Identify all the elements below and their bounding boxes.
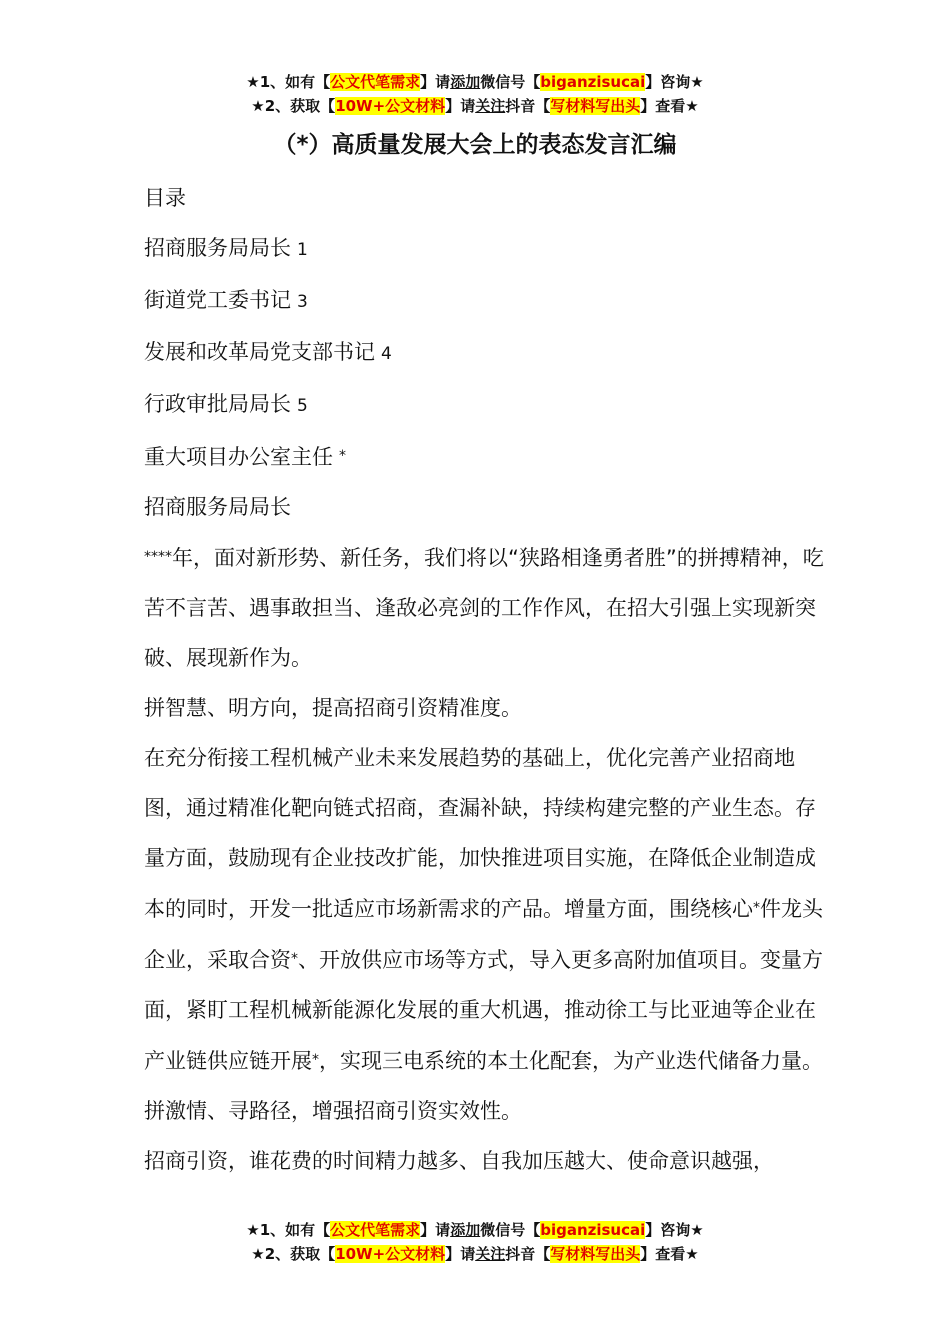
footer-highlight: 公文代笔需求 [330, 1221, 421, 1239]
section-heading: 招商服务局局长 [144, 495, 291, 519]
banner-douyin-id: 写材料写出头 [550, 97, 641, 115]
toc-item-page: 5 [297, 396, 308, 416]
banner-line-1 [0, 70, 950, 94]
redacted-mark: * [312, 1052, 319, 1068]
toc-item [144, 327, 834, 379]
toc-item [144, 431, 834, 482]
toc-item [144, 275, 834, 327]
banner-wechat-id: biganzisucai [540, 73, 646, 91]
toc-item-label: 行政审批局局长 [144, 392, 291, 416]
footer-line-1 [0, 1218, 950, 1242]
redacted-year: **** [144, 549, 172, 565]
footer-wechat-id: biganzisucai [540, 1221, 646, 1239]
banner-text: 抖音【 [505, 97, 551, 115]
footer-banner [0, 1218, 950, 1266]
banner-text: 】请 [445, 97, 476, 115]
toc-heading: 目录 [144, 186, 186, 210]
paragraph-text: 件龙头企业，采取合资 [144, 897, 823, 972]
document-title: （*）高质量发展大会上的表态发言汇编 [273, 132, 677, 158]
toc-item-page: 3 [297, 292, 308, 312]
banner-text: 】请 [420, 73, 451, 91]
paragraph-text: 在充分衔接工程机械产业未来发展趋势的基础上，优化完善产业招商地图，通过精准化靶向链式招商，查漏补缺，持续构建完整的产业生态。存量方面，鼓励现有企业技改扩能，加快推进项目实施，在降低企业制造成本的同时，开发一批适应市场新需求的产品。增量方面，围绕核心 [144, 746, 816, 921]
footer-text: 】咨询★ [645, 1221, 704, 1239]
banner-text: 】咨询★ [645, 73, 704, 91]
footer-text: 】请 [445, 1245, 476, 1263]
paragraph [144, 532, 834, 683]
footer-underlined: 关注 [475, 1245, 506, 1263]
footer-text: ★1、如有【 [246, 1221, 331, 1239]
footer-text: 抖音【 [505, 1245, 551, 1263]
banner-underlined: 添加 [450, 73, 481, 91]
footer-text: ★2、获取【 [251, 1245, 336, 1263]
banner-text: ★1、如有【 [246, 73, 331, 91]
subheading: 拼智慧、明方向，提高招商引资精准度。 [144, 696, 522, 720]
paragraph-text: 、开放供应市场等方式，导入更多高附加值项目。变量方面，紧盯工程机械新能源化发展的重大机遇，推动徐工与比亚迪等企业在产业链供应链开展 [144, 948, 823, 1073]
footer-text: 微信号【 [480, 1221, 541, 1239]
banner-text: 】查看★ [640, 97, 699, 115]
redacted-mark: * [753, 900, 760, 916]
footer-text: 】查看★ [640, 1245, 699, 1263]
banner-underlined: 关注 [475, 97, 506, 115]
toc-item-page: * [339, 448, 346, 464]
paragraph: 招商引资，谁花费的时间精力越多、自我加压越大、使命意识越强， [144, 1149, 774, 1173]
paragraph [144, 733, 834, 1086]
toc-item [144, 223, 834, 275]
banner-line-2 [0, 94, 950, 118]
subheading: 拼激情、寻路径，增强招商引资实效性。 [144, 1099, 522, 1123]
banner-text: 微信号【 [480, 73, 541, 91]
banner-text: ★2、获取【 [251, 97, 336, 115]
banner-highlight: 公文代笔需求 [330, 73, 421, 91]
toc-item-label: 招商服务局局长 [144, 236, 291, 260]
paragraph-text: ，实现三电系统的本土化配套，为产业迭代储备力量。 [319, 1049, 823, 1073]
toc-item-label: 重大项目办公室主任 [144, 445, 333, 469]
banner-highlight: 10W+公文材料 [335, 97, 446, 115]
paragraph-text: 年，面对新形势、新任务，我们将以“狭路相逢勇者胜”的拼搏精神，吃苦不言苦、遇事敢担当、逢敌必亮剑的工作作风，在招大引强上实现新突破、展现新作为。 [144, 546, 824, 670]
toc-item-label: 街道党工委书记 [144, 288, 291, 312]
footer-underlined: 添加 [450, 1221, 481, 1239]
footer-highlight: 10W+公文材料 [335, 1245, 446, 1263]
footer-douyin-id: 写材料写出头 [550, 1245, 641, 1263]
header-banner [0, 70, 950, 118]
redacted-mark: * [291, 951, 298, 967]
toc-item-label: 发展和改革局党支部书记 [144, 340, 375, 364]
toc-item-page: 4 [381, 344, 392, 364]
footer-text: 】请 [420, 1221, 451, 1239]
toc-item-page: 1 [297, 240, 308, 260]
document-body [144, 173, 834, 1186]
toc-item [144, 379, 834, 431]
footer-line-2 [0, 1242, 950, 1266]
